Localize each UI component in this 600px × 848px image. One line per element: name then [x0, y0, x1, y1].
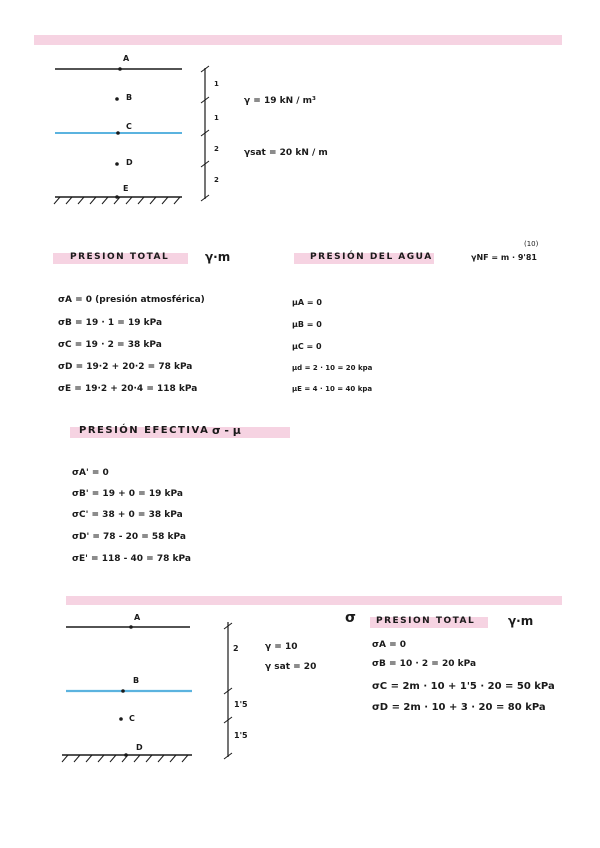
dimension-2-label: 1	[214, 114, 219, 122]
sigma2-d-line: σD = 2m · 10 + 3 · 20 = 80 kPa	[372, 702, 546, 713]
dimension-4-label: 2	[214, 176, 219, 184]
mu-a-line: μA = 0	[292, 298, 322, 307]
point-b2-dot	[121, 689, 125, 693]
sigma-e-line: σE = 19·2 + 20·4 = 118 kPa	[58, 384, 198, 394]
point-d2-label: D	[136, 743, 143, 752]
gamma-label: γ = 19 kN / m³	[244, 96, 316, 106]
mu-d-line: μd = 2 · 10 = 20 kpa	[292, 364, 373, 372]
sigma-a-line: σA = 0 (presión atmosférica)	[58, 295, 205, 305]
sigma2-b-line: σB = 10 · 2 = 20 kPa	[372, 659, 477, 669]
sigma-c-line: σC = 19 · 2 = 38 kPa	[58, 340, 162, 350]
point-d2-dot	[124, 753, 128, 757]
effective-pressure-title: PRESIÓN EFECTIVA	[79, 425, 210, 436]
sigma-symbol: σ	[345, 610, 356, 626]
point-a2-dot	[129, 625, 133, 629]
mu-b-line: μB = 0	[292, 320, 322, 329]
sigma-eff-d-line: σD' = 78 - 20 = 58 kPa	[72, 532, 186, 542]
sigma2-c-line: σC = 2m · 10 + 1'5 · 20 = 50 kPa	[372, 681, 555, 692]
point-a2-label: A	[134, 613, 141, 622]
point-c2-label: C	[129, 714, 135, 723]
point-b-label: B	[126, 93, 133, 102]
mu-e-line: μE = 4 · 10 = 40 kpa	[292, 385, 373, 393]
point-d-label: D	[126, 158, 133, 167]
water-pressure-formula: γNF = m · 9'81	[471, 253, 537, 262]
gamma-sat-label: γsat = 20 kN / m	[244, 148, 328, 158]
point-e-label: E	[123, 184, 129, 193]
mu-c-line: μC = 0	[292, 342, 322, 351]
sigma-d-line: σD = 19·2 + 20·2 = 78 kPa	[58, 362, 193, 372]
sigma-eff-b-line: σB' = 19 + 0 = 19 kPa	[72, 489, 183, 499]
dimension-2m-label: 2	[233, 644, 239, 653]
total-pressure-title: PRESION TOTAL	[70, 252, 170, 262]
gamma-sat2-label: γ sat = 20	[265, 662, 317, 672]
total-pressure-formula-2: γ·m	[508, 614, 534, 628]
dimension-1-label: 1	[214, 80, 219, 88]
effective-pressure-formula: σ - μ	[212, 424, 241, 437]
total-pressure-title-2: PRESION TOTAL	[376, 616, 476, 626]
total-pressure-formula: γ·m	[205, 250, 231, 264]
water-pressure-title: PRESIÓN DEL AGUA	[310, 252, 433, 262]
sigma-eff-c-line: σC' = 38 + 0 = 38 kPa	[72, 510, 183, 520]
gamma2-label: γ = 10	[265, 642, 298, 652]
point-c-label: C	[126, 122, 132, 131]
water-pressure-note: (10)	[524, 240, 539, 248]
dimension-3-label: 2	[214, 145, 219, 153]
point-c2-dot	[119, 717, 123, 721]
point-a-label: A	[123, 54, 130, 63]
sigma-eff-e-line: σE' = 118 - 40 = 78 kPa	[72, 554, 191, 564]
point-b2-label: B	[133, 676, 140, 685]
sigma-b-line: σB = 19 · 1 = 19 kPa	[58, 318, 163, 328]
dimension-1-5a-label: 1'5	[234, 700, 248, 709]
sigma-eff-a-line: σA' = 0	[72, 468, 109, 478]
sigma2-a-line: σA = 0	[372, 640, 407, 650]
dimension-1-5b-label: 1'5	[234, 731, 248, 740]
